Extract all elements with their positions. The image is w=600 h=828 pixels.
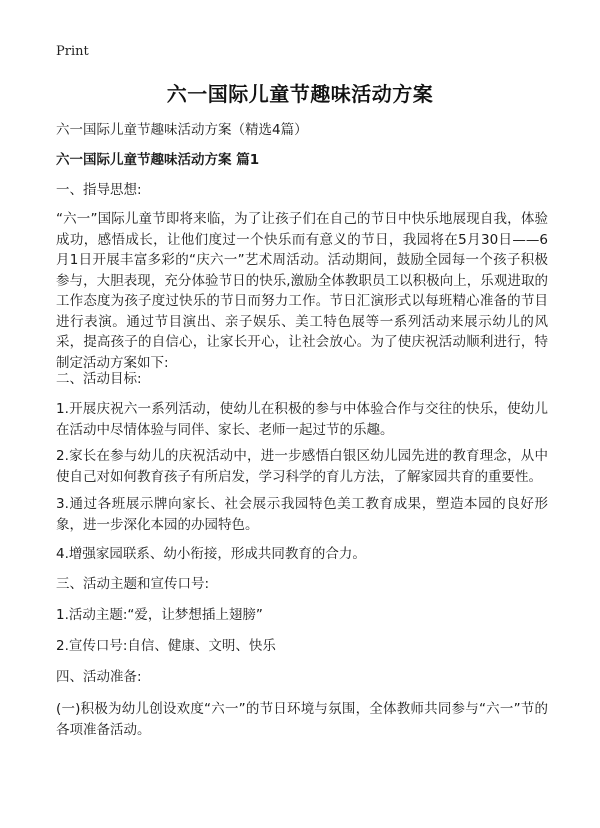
page-title: 六一国际儿童节趣味活动方案 <box>166 82 434 106</box>
paragraph-prep-1: (一)积极为幼儿创设欢度“六一”的节日环境与氛围，全体教师共同参与“六一”节的各项准备活动。 <box>56 701 548 738</box>
paragraph-guiding: “六一”国际儿童节即将来临，为了让孩子们在自己的节日中快乐地展现自我，体验成功，感悟成长，让他们度过一个快乐而有意义的节日，我园将在5月30日——6月1日开展丰富多彩的“庆六一”艺术周活动。活动期间，鼓励全园每一个孩子积极参与，大胆表现，充分体验节日的快乐,激励全体教职员工以积极向上，乐观进取的工作态度为孩子度过快乐的节日而努力工作。节日汇演形式以每班精心准备的节目进行表演。通过节目演出、亲子娱乐、美工特色展等一系列活动来展示幼儿的风采，提高孩子的自信心，让家长开心，让社会放心。为了使庆祝活动顺利进行，特制定活动方案如下: <box>56 211 548 371</box>
section-heading-goals: 二、活动目标: <box>56 371 142 387</box>
paragraph-goal-3: 3.通过各班展示牌向家长、社会展示我园特色美工教育成果，塑造本园的良好形象，进一步深化本园的办园特色。 <box>56 496 548 533</box>
paragraph-goal-4: 4.增强家园联系、幼小衔接，形成共同教育的合力。 <box>56 546 366 562</box>
section-heading-theme: 三、活动主题和宣传口号: <box>56 576 210 592</box>
paragraph-theme: 1.活动主题:“爱，让梦想插上翅膀” <box>56 607 263 623</box>
print-label: Print <box>56 44 89 59</box>
section-heading-prep: 四、活动准备: <box>56 669 142 685</box>
paragraph-slogan: 2.宣传口号:自信、健康、文明、快乐 <box>56 638 276 654</box>
section-heading-guiding: 一、指导思想: <box>56 182 142 198</box>
article-heading: 六一国际儿童节趣味活动方案 篇1 <box>56 152 260 168</box>
subtitle: 六一国际儿童节趣味活动方案（精选4篇） <box>56 122 308 138</box>
paragraph-goal-2: 2.家长在参与幼儿的庆祝活动中，进一步感悟白银区幼儿园先进的教育理念，从中使自己对如何教育孩子有所启发，学习科学的育儿方法，了解家园共育的重要性。 <box>56 448 548 485</box>
paragraph-goal-1: 1.开展庆祝六一系列活动，使幼儿在积极的参与中体验合作与交往的快乐，使幼儿在活动中尽情体验与同伴、家长、老师一起过节的乐趣。 <box>56 401 548 438</box>
